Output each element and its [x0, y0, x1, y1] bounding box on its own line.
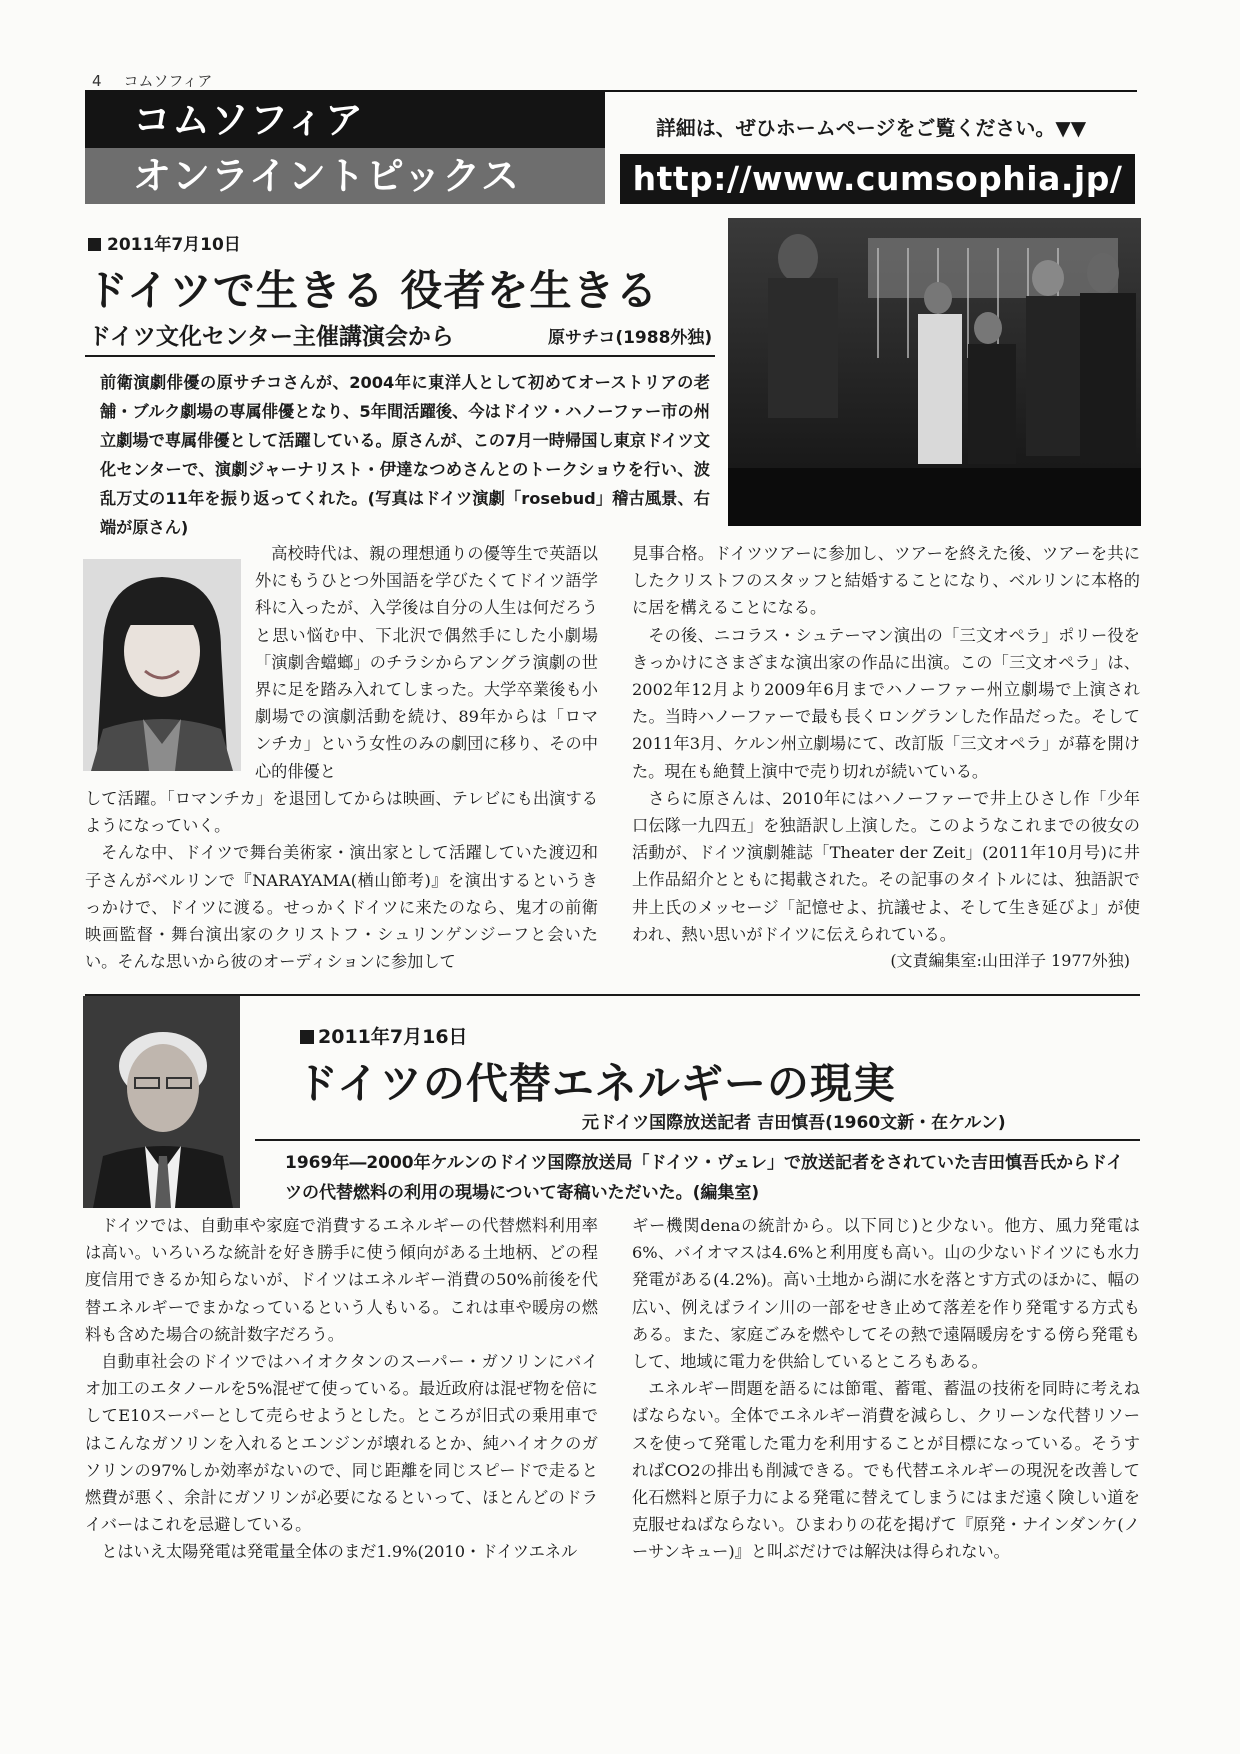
running-head [92, 70, 234, 91]
article2-author: 元ドイツ国際放送記者 吉田慎吾(1960文新・在ケルン) [582, 1113, 1006, 1133]
banner-title-block [85, 92, 605, 204]
article1-paragraph-cont: 見事合格。ドイツツアーに参加し、ツアーを終えた後、ツアーを共にしたクリストフのスタッフと結婚することになり、ベルリンに本格的に居を構えることになる。 [632, 544, 1140, 618]
article1-paragraph: その後、ニコラス・シュテーマン演出の「三文オペラ」ポリー役をきっかけにさまざまな演出家の作品に出演。この「三文オペラ」は、2002年12月より2009年6月までハノーファー州立劇場で上演された。当時ハノーファーで最も長くロングランした作品だった。そして2011年3月、ケルン州立劇場にて、改訂版「三文オペラ」が幕を開けた。現在も絶賛上演中で売り切れが続いている。 [632, 625, 1140, 781]
article2-top-rule [85, 994, 1140, 996]
banner-title-line2: オンライントピックス [133, 154, 520, 198]
portrait-photo-hara [83, 559, 241, 771]
banner-note: 詳細は、ぜひホームページをご覧ください。▼▼ [655, 116, 1087, 140]
page-number: 4 [92, 72, 102, 90]
article1-column-a [85, 785, 598, 975]
article1-rule [85, 355, 715, 357]
portrait-photo-yoshida [83, 996, 240, 1208]
article1-lead: 前衛演劇俳優の原サチコさんが、2004年に東洋人として初めてオーストリアの老舗・ブルク劇場の専属俳優となり、5年間活躍後、今はドイツ・ハノーファー市の州立劇場で専属俳優として活躍している。原さんが、この7月一時帰国し東京ドイツ文化センターで、演劇ジャーナリスト・伊達なつめさんとのトークショウを行い、波乱万丈の11年を振り返ってくれた。(写真はドイツ演劇「rosebud」稽古風景、右端が原さん) [100, 373, 710, 537]
article1-subtitle: ドイツ文化センター主催講演会から [88, 324, 454, 350]
article2-paragraph: エネルギー問題を語るには節電、蓄電、蓄温の技術を同時に考えねばならない。全体でエネルギー消費を減らし、クリーンな代替リソースを使って発電した電力を利用することが目標になっている。そうすればCO2の排出も削減できる。でも代替エネルギーの現況を改善して化石燃料と原子力による発電に替えてしまうにはまだ遠く険しい道を克服せねばならない。ひまわりの花を掲げて『原発・ナインダンケ(ノーサンキュー)』と叫ぶだけでは解決は得られない。 [632, 1379, 1140, 1562]
article2-column-a [85, 1212, 598, 1566]
article1-date-text: 2011年7月10日 [107, 235, 241, 255]
banner-url[interactable]: http://www.cumsophia.jp/ [620, 154, 1135, 204]
rehearsal-photo-image [728, 218, 1141, 526]
banner-title-line1: コムソフィア [133, 98, 364, 142]
article2-date-text: 2011年7月16日 [318, 1026, 468, 1048]
article1-credit: (文責編集室:山田洋子 1977外独) [890, 951, 1130, 970]
article1-paragraph: 高校時代は、親の理想通りの優等生で英語以外にもうひとつ外国語を学びたくてドイツ語学科に入ったが、入学後は自分の人生は何だろうと思い悩む中、下北沢で偶然手にした小劇場「演劇舎蟷螂」のチラシからアングラ演劇の世界に足を踏み入れてしまった。大学卒業後も小劇場での演劇活動を続け、89年からは「ロマンチカ」という女性のみの劇団に移り、その中心的俳優と [255, 544, 598, 781]
article1-paragraph: そんな中、ドイツで舞台美術家・演出家として活躍していた渡辺和子さんがベルリンで『NARAYAMA(楢山節考)』を演出するというきっかけで、ドイツに渡る。せっかくドイツに来たのなら、鬼才の前衛映画監督・舞台演出家のクリストフ・シュリンゲンジーフと会いたい。そんな思いから彼のオーディションに参加して [85, 843, 598, 972]
article2-lead: 1969年―2000年ケルンのドイツ国際放送局「ドイツ・ヴェレ」で放送記者をされていた吉田慎吾氏からドイツの代替燃料の利用の現場について寄稿いただいた。(編集室) [285, 1153, 1124, 1203]
article1-column-b [632, 540, 1140, 948]
square-bullet-icon [300, 1030, 314, 1044]
portrait-image [83, 996, 240, 1208]
rehearsal-photo [728, 218, 1141, 526]
article2-paragraph: ドイツでは、自動車や家庭で消費するエネルギーの代替燃料利用率は高い。いろいろな統計を好き勝手に使う傾向がある土地柄、どの程度信用できるか知らないが、ドイツはエネルギー消費の50%前後を代替エネルギーでまかなっているという人もいる。これは車や暖房の燃料も含めた場合の統計数字だろう。 [85, 1216, 598, 1344]
article1-paragraph: さらに原さんは、2010年にはハノーファーで井上ひさし作「少年口伝隊一九四五」を独語訳し上演した。このようなこれまでの彼女の活動が、ドイツ演劇雑誌「Theater der Zeit」(2011年10月号)に井上作品紹介とともに掲載された。その記事のタイトルには、独語訳で井上氏のメッセージ「記憶せよ、抗議せよ、そして生き延びよ」が使われ、熱い思いがドイツに伝えられている。 [632, 788, 1140, 944]
article2-paragraph: 自動車社会のドイツではハイオクタンのスーパー・ガソリンにバイオ加工のエタノールを5%混ぜて使っている。最近政府は混ぜ物を倍にしてE10スーパーとして売らせようとした。ところが旧式の乗用車ではこんなガソリンを入れるとエンジンが壊れるとか、純ハイオクのガソリンの97%しか効率がないので、同じ距離を同じスピードで走ると燃費が悪く、余計にガソリンが必要になるといって、ほとんどのドライバーはこれを忌避している。 [85, 1352, 598, 1535]
article2-rule [255, 1139, 1140, 1141]
article2-column-b [632, 1212, 1140, 1566]
article2-paragraph: とはいえ太陽発電は発電量全体のまだ1.9%(2010・ドイツエネル [101, 1542, 578, 1562]
article2-paragraph-cont: ギー機関denaの統計から。以下同じ)と少ない。他方、風力発電は6%、バイオマスは4.6%と利用度も高い。山の少ないドイツにも水力発電がある(4.2%)。高い土地から湖に水を落とす方式のほかに、幅の広い、例えばライン川の一部をせき止めて落差を作り発電する方式もある。また、家庭ごみを燃やしてその熱で遠隔暖房をする傍ら発電もして、地域に電力を供給しているところもある。 [632, 1216, 1140, 1372]
article2-date [300, 1022, 468, 1049]
running-head-title: コムソフィア [123, 72, 213, 90]
article1-column-a-wrap [255, 540, 598, 785]
article1-title: ドイツで生きる 役者を生きる [86, 266, 659, 315]
article1-author: 原サチコ(1988外独) [548, 328, 713, 348]
portrait-image [83, 559, 241, 771]
article1-paragraph-cont: して活躍。「ロマンチカ」を退団してからは映画、テレビにも出演するようになっていく。 [85, 789, 598, 836]
article2-title: ドイツの代替エネルギーの現実 [296, 1059, 896, 1108]
square-bullet-icon [88, 238, 101, 251]
article1-date [88, 230, 241, 255]
